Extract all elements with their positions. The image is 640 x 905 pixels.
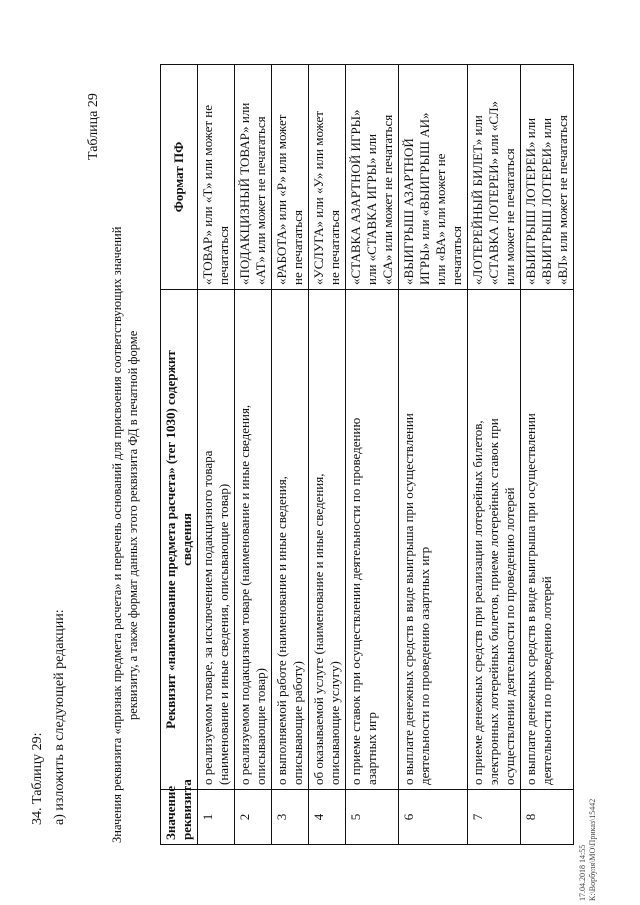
row-content: об оказываемой услуге (наименование и иные сведения, описывающие услугу) (309, 290, 346, 790)
row-value: 8 (521, 790, 574, 845)
row-format: «ТОВАР» или «Т» или может не печататься (198, 65, 235, 290)
table-row (346, 65, 399, 845)
header-value: Значение реквизита (161, 790, 198, 845)
row-value: 7 (468, 790, 521, 845)
row-content: о выплате денежных средств в виде выигрыша при осуществлении деятельности по проведению азартных игр (399, 290, 468, 790)
sub-item: а) изложить в следующей редакции: (52, 609, 67, 825)
footer-note-line-2: К:\Ворбуля\МО\Приказ\15442 (588, 798, 597, 901)
table-row (521, 65, 574, 845)
row-content: о выплате денежных средств в виде выигрыша при осуществлении деятельности по проведению лотерей (521, 290, 574, 790)
row-format: «ВЫИГРЫШ АЗАРТНОЙ ИГРЫ» или «ВЫИГРЫШ АИ» или «ВА» или может не печататься (399, 65, 468, 290)
table-row (468, 65, 521, 845)
row-format: «УСЛУГА» или «У» или может не печататься (309, 65, 346, 290)
row-content: о выполняемой работе (наименование и иные сведения, описывающие работу) (272, 290, 309, 790)
item-title: 34. Таблицу 29: (30, 732, 45, 825)
attribute-table (160, 64, 574, 845)
row-format: «РАБОТА» или «Р» или может не печататься (272, 65, 309, 290)
table-row (309, 65, 346, 845)
row-content: о приеме денежных средств при реализации лотерейных билетов, электронных лотерейных билетов, приеме лотерейных ставок при осуществлении деятельности по проведению лотерей (468, 290, 521, 790)
row-value: 3 (272, 790, 309, 845)
row-format: «ПОДАКЦИЗНЫЙ ТОВАР» или «АТ» или может не печататься (235, 65, 272, 290)
table-label: Таблица 29 (86, 93, 101, 160)
footer-note-line-1: 17.04.2018 14:55 (578, 844, 587, 901)
table-row (235, 65, 272, 845)
row-format: «ЛОТЕРЕЙНЫЙ БИЛЕТ» или «СТАВКА ЛОТЕРЕИ» или «СЛ» или может не печататься (468, 65, 521, 290)
table-row (198, 65, 235, 845)
table-row (399, 65, 468, 845)
table-row (272, 65, 309, 845)
row-value: 6 (399, 790, 468, 845)
row-content: о реализуемом товаре, за исключением подакцизного товара (наименование и иные сведения, описывающие товар) (198, 290, 235, 790)
row-content: о приеме ставок при осуществлении деятельности по проведению азартных игр (346, 290, 399, 790)
header-content: Реквизит «наименование предмета расчета» (тег 1030) содержит сведения (161, 290, 198, 790)
row-value: 2 (235, 790, 272, 845)
row-format: «СТАВКА АЗАРТНОЙ ИГРЫ» или «СТАВКА ИГРЫ» или «СА» или может не печататься (346, 65, 399, 290)
header-format: Формат ПФ (161, 65, 198, 290)
row-value: 1 (198, 790, 235, 845)
row-content: о реализуемом подакцизном товаре (наименование и иные сведения, описывающие товар) (235, 290, 272, 790)
caption-line-2: реквизиту, а также формат данных этого реквизита ФД в печатной форме (126, 330, 140, 720)
table-header-row (161, 65, 198, 845)
row-value: 5 (346, 790, 399, 845)
row-value: 4 (309, 790, 346, 845)
row-format: «ВЫИГРЫШ ЛОТЕРЕИ» или «ВЫИГРЫШ ЛОТЕРЕИ» или «ВЛ» или может не печататься (521, 65, 574, 290)
caption-line-1: Значения реквизита «признак предмета расчета» и перечень оснований для присвоения соответствующих значений (110, 226, 124, 843)
